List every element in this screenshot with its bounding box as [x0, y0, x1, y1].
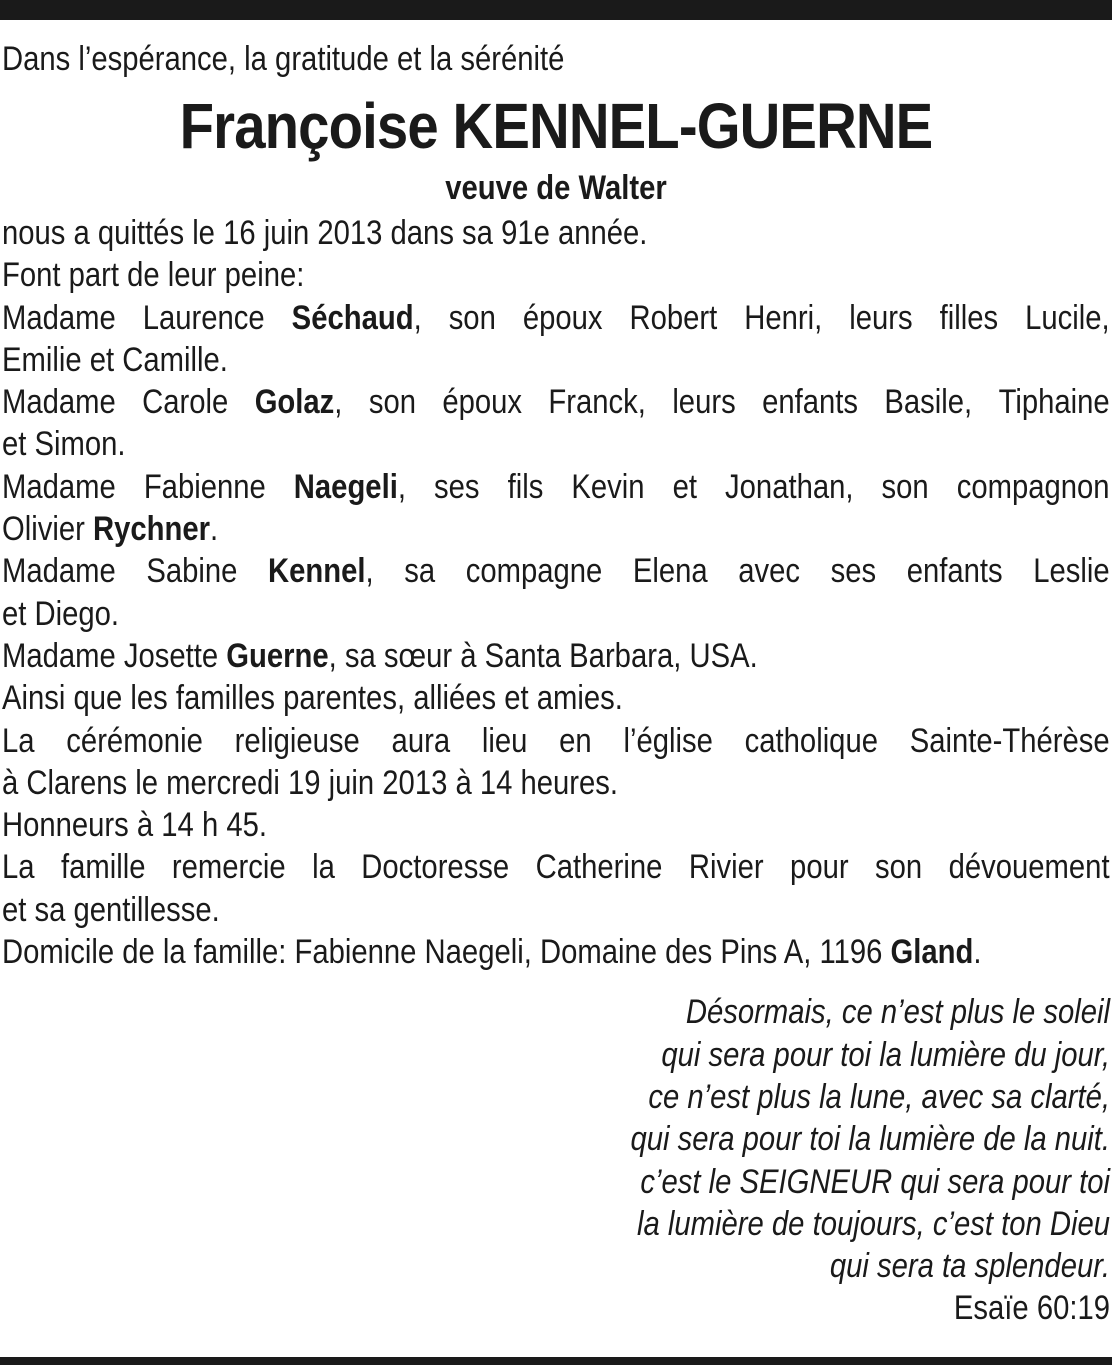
family-surname: Guerne [226, 636, 329, 675]
line-text: Olivier [2, 510, 93, 549]
verse-line: qui sera pour toi la lumière de la nuit. [630, 1120, 1110, 1159]
word: Rivier [688, 848, 764, 887]
word: la [312, 848, 335, 887]
word: Leslie [1033, 552, 1110, 591]
word: filles [939, 298, 999, 337]
word: remercie [171, 848, 286, 887]
word: enfants [762, 383, 859, 422]
word: Kennel, [268, 552, 374, 591]
body-line [2, 846, 1110, 888]
word: compagnon [956, 467, 1110, 506]
widow-of-line: veuve de Walter [445, 169, 667, 207]
word: compagne [465, 552, 603, 591]
word: Naegeli, [293, 467, 406, 506]
word: Doctoresse [361, 848, 510, 887]
body-line [2, 381, 1110, 423]
word: son [875, 848, 923, 887]
word: et [672, 467, 697, 506]
verse-line: qui sera ta splendeur. [829, 1247, 1110, 1286]
word: époux [522, 298, 603, 337]
word: leurs [672, 383, 736, 422]
word: Robert [629, 298, 718, 337]
body-line [2, 931, 1110, 973]
body-line: à Clarens le mercredi 19 juin 2013 à 14 heures. [2, 763, 619, 802]
family-surname: Gland [890, 933, 974, 972]
body-line [2, 297, 1110, 339]
word: cérémonie [66, 721, 203, 760]
verse-line: qui sera pour toi la lumière du jour, [661, 1035, 1110, 1074]
word: ses [434, 467, 480, 506]
word: avec [738, 552, 801, 591]
word: Tiphaine [998, 383, 1110, 422]
word: enfants [906, 552, 1003, 591]
word: Golaz, [254, 383, 343, 422]
verse-reference: Esaïe 60:19 [953, 1289, 1110, 1328]
deceased-name: Françoise KENNEL-GUERNE [179, 90, 933, 162]
word: l’église [623, 721, 713, 760]
notice-body [2, 212, 1110, 973]
word: Sabine [146, 552, 238, 591]
body-line: Emilie et Camille. [2, 340, 228, 379]
word: Madame [2, 383, 116, 422]
body-line [2, 635, 1110, 677]
family-surname: Kennel [268, 552, 366, 591]
word: La [2, 848, 35, 887]
word: en [559, 721, 592, 760]
family-surname: Séchaud [291, 298, 414, 337]
word: Elena [632, 552, 708, 591]
word: aura [391, 721, 451, 760]
body-line [2, 550, 1110, 592]
word: Madame [2, 298, 116, 337]
word: son [448, 298, 496, 337]
word: pour [790, 848, 849, 887]
intro-line: Dans l’espérance, la gratitude et la sérénité [2, 40, 565, 78]
word: son [881, 467, 929, 506]
word: Fabienne [143, 467, 266, 506]
family-surname: Golaz [254, 383, 335, 422]
word: dévouement [948, 848, 1110, 887]
word: fils [507, 467, 544, 506]
bible-verse [2, 991, 1110, 1329]
obituary-notice [2, 38, 1110, 1330]
verse-line: la lumière de toujours, c’est ton Dieu [637, 1204, 1110, 1243]
word: Basile, [884, 383, 973, 422]
word: Carole [142, 383, 229, 422]
family-surname: Rychner [92, 510, 210, 549]
word: époux [442, 383, 523, 422]
word: sa [404, 552, 436, 591]
verse-line: ce n’est plus la lune, avec sa clarté, [648, 1077, 1110, 1116]
family-surname: Naegeli [293, 467, 398, 506]
body-line: Honneurs à 14 h 45. [2, 806, 267, 845]
word: Henri, [744, 298, 823, 337]
word: lieu [481, 721, 528, 760]
body-line: Ainsi que les familles parentes, alliées et amies. [2, 679, 623, 718]
line-text: . [973, 933, 982, 972]
word: Jonathan, [725, 467, 854, 506]
body-line [2, 720, 1110, 762]
body-line: Font part de leur peine: [2, 256, 305, 295]
word: Franck, [548, 383, 646, 422]
word: ses [830, 552, 877, 591]
line-text: Domicile de la famille: Fabienne Naegeli, Domaine des Pins A, 1196 [2, 933, 891, 972]
verse-line: c’est le SEIGNEUR qui sera pour toi [640, 1162, 1110, 1201]
line-text: , sa sœur à Santa Barbara, USA. [328, 636, 758, 675]
word: leurs [849, 298, 913, 337]
verse-line: Désormais, ce n’est plus le soleil [685, 993, 1110, 1032]
line-text: Madame Josette [2, 636, 227, 675]
word: famille [60, 848, 146, 887]
body-line: et sa gentillesse. [2, 890, 220, 929]
word: Sainte-Thérèse [909, 721, 1110, 760]
word: Madame [2, 552, 116, 591]
word: son [368, 383, 416, 422]
top-border-rule [0, 0, 1112, 20]
word: Catherine [535, 848, 663, 887]
word: Séchaud, [291, 298, 422, 337]
body-line: et Diego. [2, 594, 120, 633]
body-line: nous a quittés le 16 juin 2013 dans sa 91e année. [2, 214, 648, 252]
word: Lucile, [1025, 298, 1110, 337]
body-line [2, 466, 1110, 508]
bottom-border-rule [0, 1357, 1112, 1365]
line-text: . [209, 510, 219, 549]
word: catholique [744, 721, 878, 760]
word: Laurence [142, 298, 265, 337]
word: religieuse [234, 721, 360, 760]
body-line [2, 508, 1110, 550]
word: La [2, 721, 35, 760]
body-line: et Simon. [2, 425, 126, 464]
word: Kevin [571, 467, 645, 506]
word: Madame [2, 467, 116, 506]
